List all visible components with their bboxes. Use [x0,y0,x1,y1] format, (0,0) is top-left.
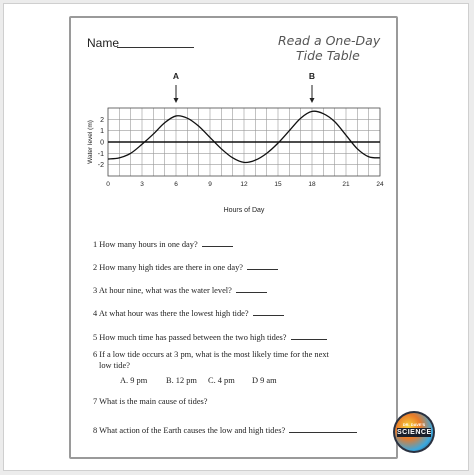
question-text: At hour nine, what was the water level? [98,286,232,295]
name-field[interactable] [117,47,194,48]
question-text: What is the main cause of tides? [99,397,208,406]
x-axis-label: Hours of Day [223,207,265,214]
answer-choice[interactable]: D 9 am [252,376,277,385]
question-number: 6 [93,350,98,359]
y-tick-label: 0 [100,139,104,147]
question-text: How much time has passed between the two high tides? [99,333,287,342]
question-5 [93,333,327,342]
answer-blank[interactable] [289,426,357,433]
question-text: What action of the Earth causes the low and high tides? [99,426,286,435]
question-text: If a low tide occurs at 3 pm, what is the most likely time for the next [99,350,329,359]
question-text: How many hours in one day? [99,240,198,249]
answer-blank[interactable] [247,263,278,270]
question-3 [93,286,267,295]
question-text: At what hour was there the lowest high tide? [98,309,249,318]
x-tick-label: 0 [106,181,110,188]
annotation-arrow-head [310,98,315,103]
name-label: Name [87,36,120,50]
question-number: 4 [93,309,98,318]
question-number: 5 [93,333,98,342]
annotation-label: A [172,71,180,81]
question-8 [93,426,357,435]
worksheet-title-line-2: Tide Table [296,48,360,63]
x-tick-label: 24 [376,181,384,188]
y-tick-label: 1 [100,128,104,136]
annotation-arrow-head [174,98,179,103]
answer-blank[interactable] [236,286,267,293]
question-2 [93,263,278,272]
answer-choice[interactable]: B. 12 pm [166,376,197,385]
question-4 [93,309,284,318]
x-tick-label: 6 [174,181,178,188]
x-tick-label: 18 [308,181,316,188]
question-number: 1 [93,240,98,249]
answer-blank[interactable] [202,240,233,247]
question-text: How many high tides are there in one day? [99,263,244,272]
x-tick-label: 15 [274,181,282,188]
logo-main-text: SCIENCE [397,429,432,436]
answer-blank[interactable] [253,309,284,316]
question-number: 8 [93,426,98,435]
question-number: 7 [93,397,98,406]
question-7 [93,397,208,406]
y-tick-label: 2 [100,116,104,124]
question-6 [93,350,329,359]
question-1 [93,240,233,249]
question-number: 3 [93,286,98,295]
y-tick-label: -2 [97,162,104,170]
worksheet-title-line-1: Read a One-Day [278,33,381,48]
answer-blank[interactable] [291,333,327,340]
answer-choice[interactable]: C. 4 pm [208,376,235,385]
x-tick-label: 3 [140,181,144,188]
logo-top-text: DR. DAVE'S [402,422,426,427]
annotation-label: B [308,71,316,81]
question-number: 2 [93,263,98,272]
x-tick-label: 9 [208,181,212,188]
answer-choice[interactable]: A. 9 pm [120,376,148,385]
y-tick-label: -1 [97,150,104,158]
y-axis-label: Water level (m) [87,120,94,164]
tide-chart [80,68,390,226]
x-tick-label: 21 [342,181,350,188]
dr-daves-science-logo [393,411,435,453]
question-text-continued: low tide? [99,361,130,370]
x-tick-label: 12 [240,181,248,188]
